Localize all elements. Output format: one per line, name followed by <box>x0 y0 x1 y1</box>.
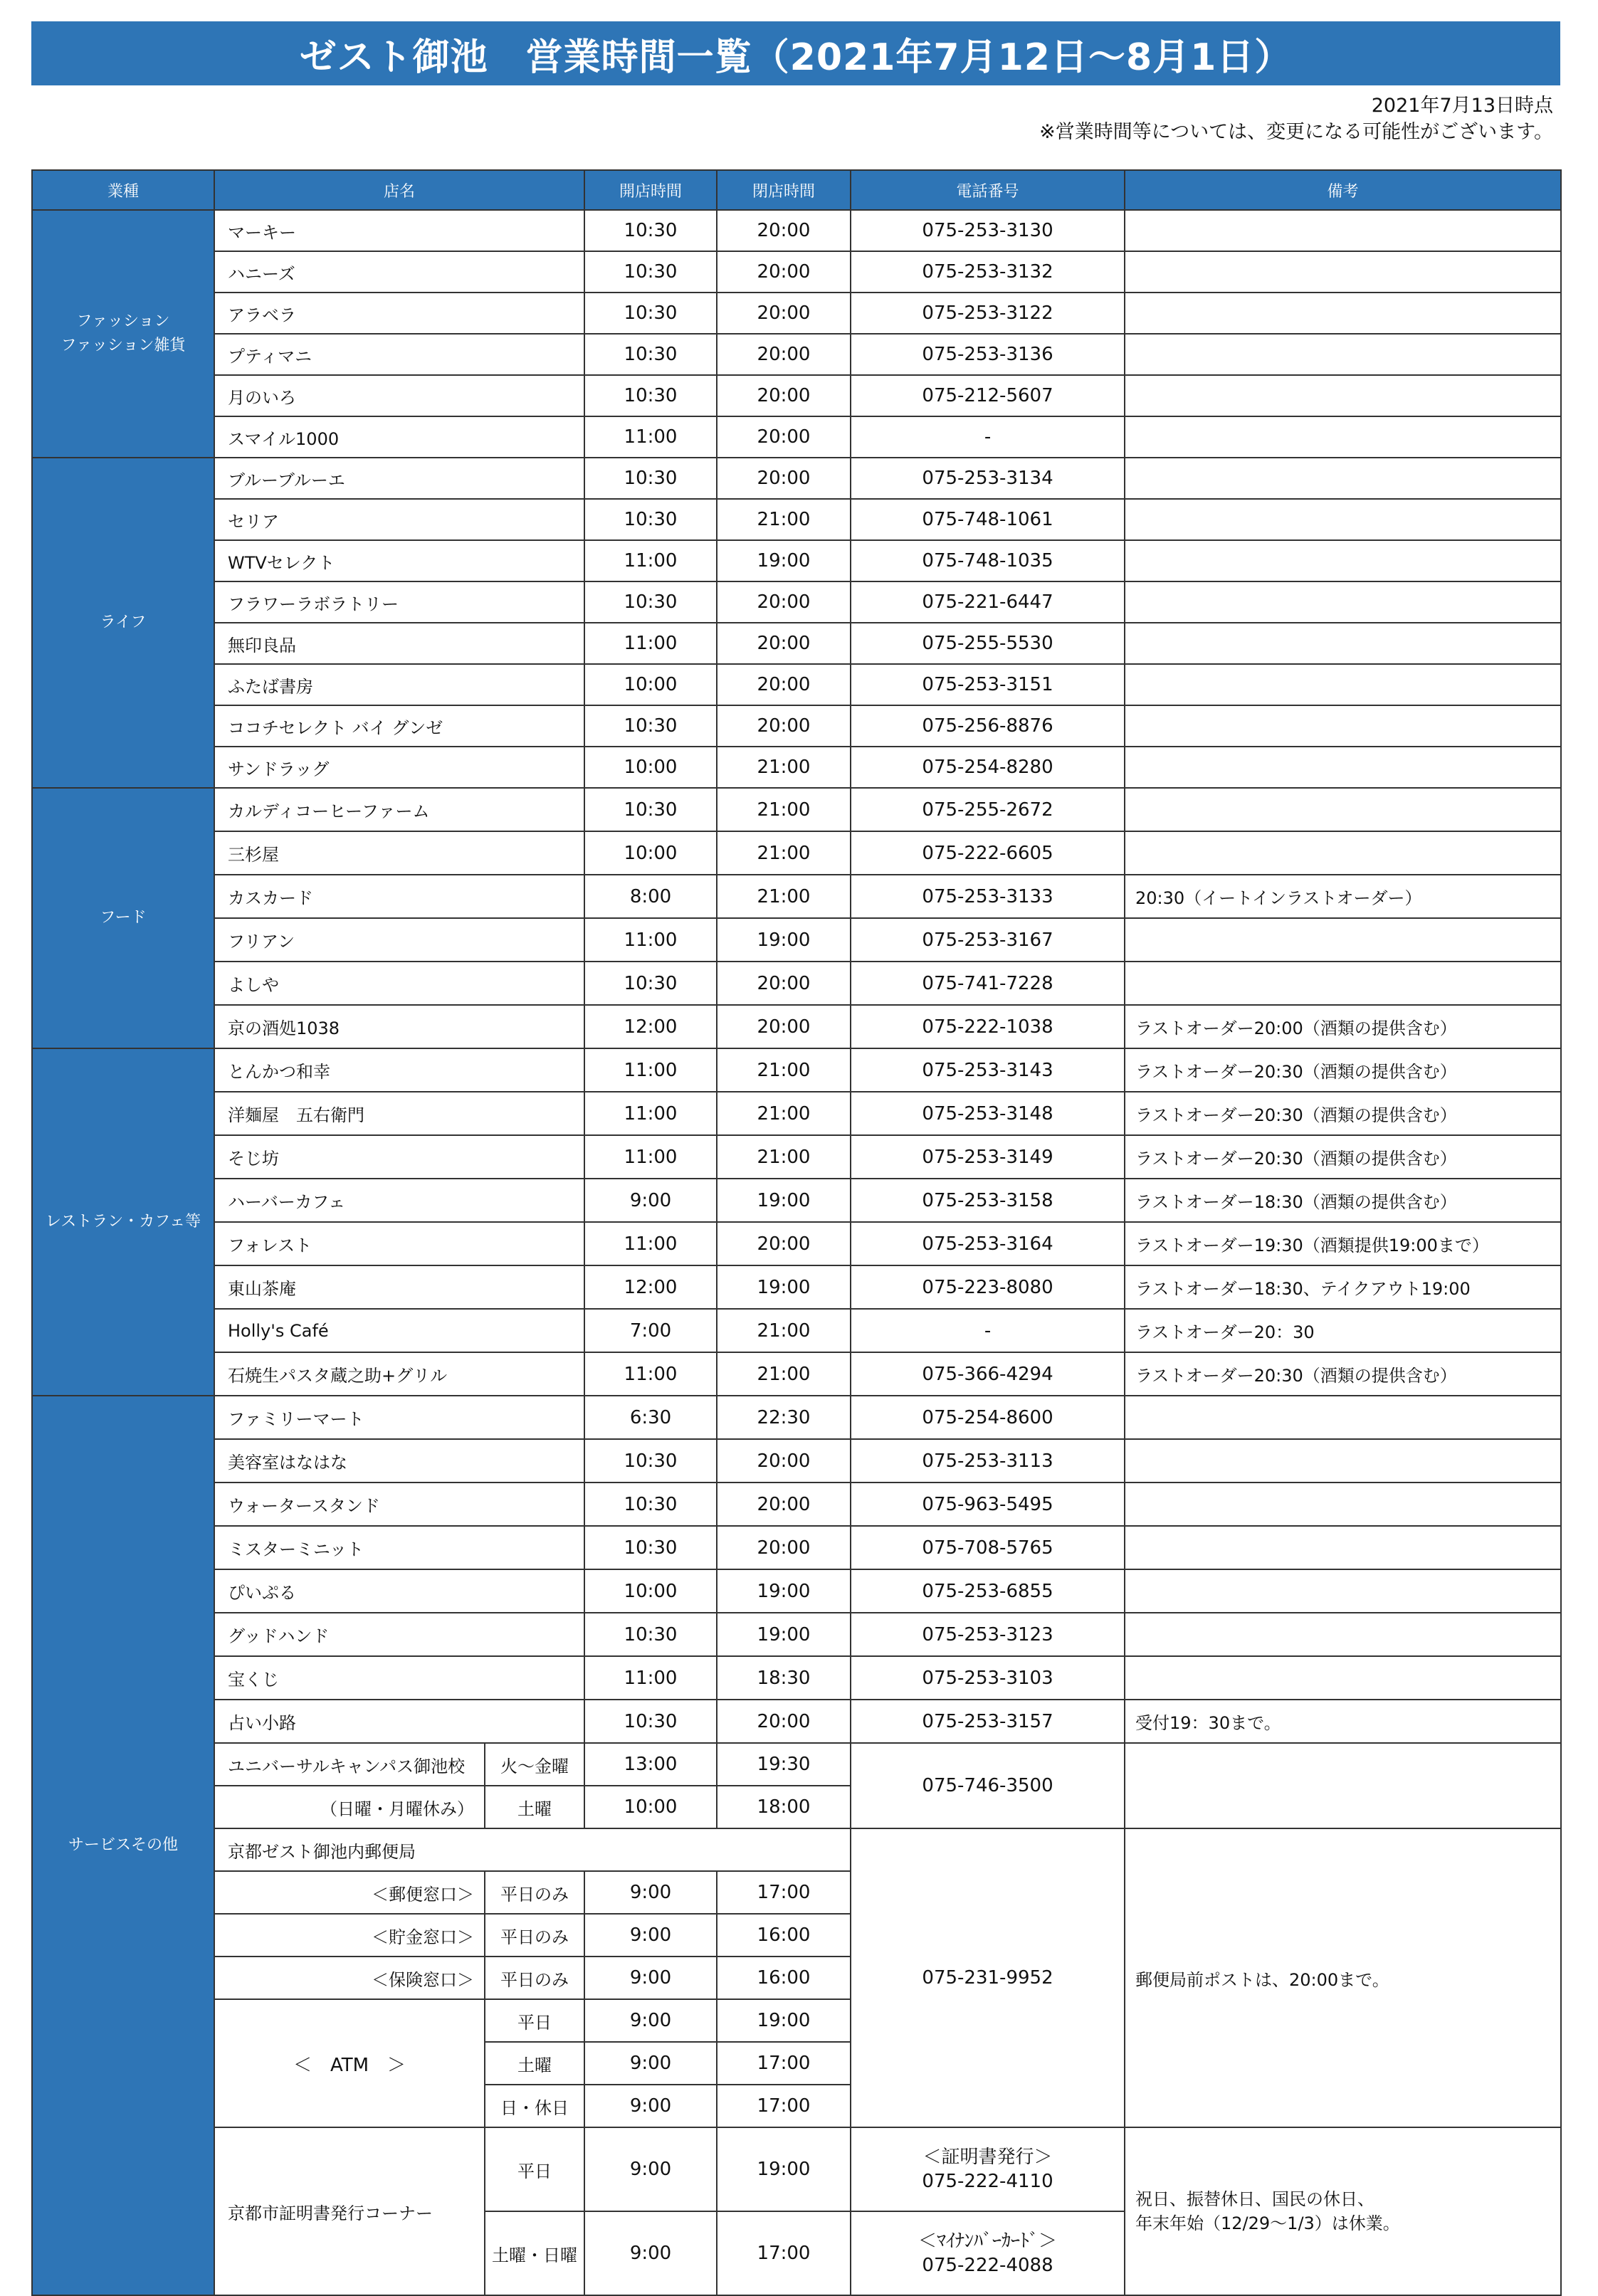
note-line: 年末年始（12/29～1/3）は休業。 <box>1135 2213 1400 2233</box>
close-time: 21:00 <box>717 1092 851 1135</box>
open-time: 10:00 <box>584 1786 717 1828</box>
table-row <box>32 375 1561 416</box>
store-name: WTVセレクト <box>214 540 584 581</box>
day-label: 平日 <box>485 2127 584 2211</box>
phone-number: 075-253-3122 <box>851 293 1125 334</box>
phone-number: 075-222-1038 <box>851 1005 1125 1048</box>
category-label: サービスその他 <box>68 1836 178 1854</box>
table-row <box>32 664 1561 705</box>
open-time: 10:30 <box>584 1700 717 1743</box>
table-row <box>32 1828 1561 1871</box>
open-time: 9:00 <box>584 1179 717 1222</box>
close-time: 19:30 <box>717 1743 851 1786</box>
table-row <box>32 540 1561 581</box>
phone-number: 075-212-5607 <box>851 375 1125 416</box>
open-time: 10:30 <box>584 458 717 499</box>
note-cell <box>1125 1439 1561 1483</box>
close-time: 21:00 <box>717 1135 851 1179</box>
note-cell <box>1125 1526 1561 1569</box>
close-time: 20:00 <box>717 705 851 747</box>
close-time: 19:00 <box>717 1569 851 1613</box>
table-row <box>32 1613 1561 1656</box>
note-cell <box>1125 581 1561 623</box>
table-row <box>32 1222 1561 1265</box>
open-time: 6:30 <box>584 1396 717 1439</box>
open-time: 7:00 <box>584 1309 717 1352</box>
close-time: 19:00 <box>717 540 851 581</box>
phone-number: 075-253-3134 <box>851 458 1125 499</box>
category-label: ファッション雑貨 <box>61 337 186 354</box>
store-name: フォレスト <box>214 1222 584 1265</box>
phone-number: - <box>851 1309 1125 1352</box>
store-subnote: （日曜・月曜休み） <box>214 1786 485 1828</box>
note-cell: ラストオーダー20:30（酒類の提供含む） <box>1125 1135 1561 1179</box>
close-time: 17:00 <box>717 2042 851 2085</box>
open-time: 9:00 <box>584 1957 717 1999</box>
note-cell <box>1125 375 1561 416</box>
note-cell <box>1125 918 1561 962</box>
close-time: 19:00 <box>717 1179 851 1222</box>
open-time: 10:30 <box>584 293 717 334</box>
open-time: 10:00 <box>584 747 717 788</box>
close-time: 16:00 <box>717 1914 851 1957</box>
phone-number: 075-253-3158 <box>851 1179 1125 1222</box>
store-name: 宝くじ <box>214 1656 584 1700</box>
close-time: 20:00 <box>717 293 851 334</box>
table-row <box>32 2127 1561 2211</box>
store-name: フラワーラボラトリー <box>214 581 584 623</box>
note-cell <box>1125 664 1561 705</box>
note-line: 祝日、振替休日、国民の休日、 <box>1135 2189 1375 2209</box>
phone-number <box>851 2211 1125 2295</box>
table-row <box>32 705 1561 747</box>
store-name: ぴいぷる <box>214 1569 584 1613</box>
note-cell: 20:30（イートインラストオーダー） <box>1125 875 1561 918</box>
phone-number: 075-748-1035 <box>851 540 1125 581</box>
header-category: 業種 <box>32 170 214 210</box>
table-row <box>32 210 1561 251</box>
day-label: 平日のみ <box>485 1914 584 1957</box>
table-row <box>32 962 1561 1005</box>
phone-number: 075-748-1061 <box>851 499 1125 540</box>
open-time: 10:00 <box>584 664 717 705</box>
category-cell <box>32 1396 214 2295</box>
close-time: 18:00 <box>717 1786 851 1828</box>
store-name: ミスターミニット <box>214 1526 584 1569</box>
phone-number: 075-741-7228 <box>851 962 1125 1005</box>
header-phone: 電話番号 <box>851 170 1125 210</box>
store-name: 京都ゼスト御池内郵便局 <box>214 1828 851 1871</box>
category-cell <box>32 788 214 1048</box>
open-time: 12:00 <box>584 1265 717 1309</box>
phone-number: 075-708-5765 <box>851 1526 1125 1569</box>
table-row <box>32 1048 1561 1092</box>
header-notes: 備考 <box>1125 170 1561 210</box>
store-name: ハーバーカフェ <box>214 1179 584 1222</box>
phone-number: 075-222-6605 <box>851 831 1125 875</box>
table-row <box>32 1309 1561 1352</box>
store-name: プティマニ <box>214 334 584 375</box>
note-cell: ラストオーダー18:30、テイクアウト19:00 <box>1125 1265 1561 1309</box>
store-name: よしや <box>214 962 584 1005</box>
store-name: 京の酒処1038 <box>214 1005 584 1048</box>
phone-number: 075-223-8080 <box>851 1265 1125 1309</box>
table-row <box>32 788 1561 831</box>
close-time: 18:30 <box>717 1656 851 1700</box>
phone-label: ＜証明書発行＞ <box>922 2147 1053 2168</box>
store-name: 占い小路 <box>214 1700 584 1743</box>
open-time: 9:00 <box>584 1914 717 1957</box>
close-time: 17:00 <box>717 1871 851 1914</box>
close-time: 21:00 <box>717 831 851 875</box>
store-name: ブルーブルーエ <box>214 458 584 499</box>
open-time: 11:00 <box>584 1222 717 1265</box>
table-row <box>32 1396 1561 1439</box>
phone-number: 075-253-3123 <box>851 1613 1125 1656</box>
open-time: 10:30 <box>584 375 717 416</box>
phone-number: 075-221-6447 <box>851 581 1125 623</box>
close-time: 16:00 <box>717 1957 851 1999</box>
window-label: ＜保険窓口＞ <box>214 1957 485 1999</box>
phone-number: - <box>851 416 1125 458</box>
note-cell <box>1125 1569 1561 1613</box>
store-name: 美容室はなはな <box>214 1439 584 1483</box>
table-row <box>32 1700 1561 1743</box>
day-label: 平日のみ <box>485 1871 584 1914</box>
note-cell <box>1125 458 1561 499</box>
phone-number: 075-253-3132 <box>851 251 1125 293</box>
note-cell <box>1125 1743 1561 1828</box>
open-time: 10:30 <box>584 1526 717 1569</box>
phone-number: 075-231-9952 <box>851 1828 1125 2127</box>
store-name: セリア <box>214 499 584 540</box>
note-cell: ラストオーダー20:00（酒類の提供含む） <box>1125 1005 1561 1048</box>
phone-value: 075-222-4088 <box>922 2255 1053 2276</box>
close-time: 20:00 <box>717 416 851 458</box>
close-time: 20:00 <box>717 1222 851 1265</box>
table-row <box>32 1005 1561 1048</box>
open-time: 11:00 <box>584 1352 717 1396</box>
close-time: 19:00 <box>717 918 851 962</box>
close-time: 21:00 <box>717 1048 851 1092</box>
table-row <box>32 458 1561 499</box>
close-time: 21:00 <box>717 1309 851 1352</box>
note-cell <box>1125 210 1561 251</box>
note-cell: ラストオーダー20:30（酒類の提供含む） <box>1125 1048 1561 1092</box>
store-name: ふたば書房 <box>214 664 584 705</box>
open-time: 9:00 <box>584 2127 717 2211</box>
store-name: スマイル1000 <box>214 416 584 458</box>
table-row <box>32 1135 1561 1179</box>
close-time: 21:00 <box>717 747 851 788</box>
open-time: 11:00 <box>584 1656 717 1700</box>
table-row <box>32 581 1561 623</box>
phone-number: 075-746-3500 <box>851 1743 1125 1828</box>
close-time: 19:00 <box>717 2127 851 2211</box>
phone-number: 075-253-3148 <box>851 1092 1125 1135</box>
phone-label: ＜ﾏｲﾅﾝﾊﾞｰｶｰﾄﾞ＞ <box>918 2231 1058 2252</box>
table-row <box>32 831 1561 875</box>
phone-number: 075-253-3103 <box>851 1656 1125 1700</box>
note-cell <box>1125 540 1561 581</box>
open-time: 11:00 <box>584 1092 717 1135</box>
phone-number: 075-253-3164 <box>851 1222 1125 1265</box>
close-time: 20:00 <box>717 458 851 499</box>
store-name: 月のいろ <box>214 375 584 416</box>
store-name: サンドラッグ <box>214 747 584 788</box>
table-row <box>32 1526 1561 1569</box>
table-row <box>32 1743 1561 1786</box>
open-time: 10:30 <box>584 1613 717 1656</box>
table-row <box>32 875 1561 918</box>
as-of-date: 2021年7月13日時点 <box>1371 95 1553 117</box>
day-label: 平日のみ <box>485 1957 584 1999</box>
note-cell <box>1125 251 1561 293</box>
store-name: グッドハンド <box>214 1613 584 1656</box>
day-label: 土曜 <box>485 2042 584 2085</box>
category-cell <box>32 1048 214 1396</box>
phone-number: 075-254-8600 <box>851 1396 1125 1439</box>
phone-number: 075-254-8280 <box>851 747 1125 788</box>
open-time: 10:30 <box>584 1483 717 1526</box>
close-time: 19:00 <box>717 1265 851 1309</box>
table-row <box>32 1439 1561 1483</box>
change-notice: ※営業時間等については、変更になる可能性がございます。 <box>1039 121 1553 143</box>
phone-number: 075-253-3149 <box>851 1135 1125 1179</box>
note-cell: ラストオーダー19:30（酒類提供19:00まで） <box>1125 1222 1561 1265</box>
store-name: 東山茶庵 <box>214 1265 584 1309</box>
category-label: レストラン・カフェ等 <box>45 1213 201 1231</box>
open-time: 10:30 <box>584 705 717 747</box>
table-row <box>32 1483 1561 1526</box>
table-row <box>32 1352 1561 1396</box>
category-label: フード <box>100 909 147 927</box>
note-cell <box>1125 705 1561 747</box>
open-time: 9:00 <box>584 1999 717 2042</box>
close-time: 20:00 <box>717 1700 851 1743</box>
table-row <box>32 499 1561 540</box>
day-label: 日・休日 <box>485 2085 584 2127</box>
note-cell <box>1125 2127 1561 2295</box>
phone-number <box>851 2127 1125 2211</box>
note-cell <box>1125 1483 1561 1526</box>
open-time: 9:00 <box>584 2085 717 2127</box>
phone-number: 075-253-3167 <box>851 918 1125 962</box>
note-cell <box>1125 293 1561 334</box>
open-time: 10:00 <box>584 831 717 875</box>
store-name: カルディコーヒーファーム <box>214 788 584 831</box>
table-row <box>32 251 1561 293</box>
note-cell <box>1125 334 1561 375</box>
note-cell <box>1125 831 1561 875</box>
day-label: 土曜 <box>485 1786 584 1828</box>
store-name: カスカード <box>214 875 584 918</box>
close-time: 21:00 <box>717 788 851 831</box>
phone-number: 075-255-5530 <box>851 623 1125 664</box>
phone-number: 075-253-3157 <box>851 1700 1125 1743</box>
close-time: 20:00 <box>717 334 851 375</box>
store-name: ユニバーサルキャンパス御池校 <box>214 1743 485 1786</box>
store-name: マーキー <box>214 210 584 251</box>
category-cell <box>32 458 214 788</box>
table-row <box>32 1265 1561 1309</box>
day-label: 平日 <box>485 1999 584 2042</box>
open-time: 11:00 <box>584 416 717 458</box>
table-body <box>32 210 1561 2295</box>
note-cell: 郵便局前ポストは、20:00まで。 <box>1125 1828 1561 2127</box>
phone-number: 075-256-8876 <box>851 705 1125 747</box>
store-name: そじ坊 <box>214 1135 584 1179</box>
close-time: 21:00 <box>717 1352 851 1396</box>
page-title: ゼスト御池 営業時間一覧（2021年7月12日～8月1日） <box>31 21 1560 85</box>
close-time: 20:00 <box>717 375 851 416</box>
open-time: 11:00 <box>584 1135 717 1179</box>
header-open: 開店時間 <box>584 170 717 210</box>
table-row <box>32 334 1561 375</box>
table-row <box>32 1179 1561 1222</box>
store-name: 無印良品 <box>214 623 584 664</box>
hours-table <box>31 169 1562 2296</box>
category-label: ファッション <box>76 312 170 330</box>
close-time: 20:00 <box>717 581 851 623</box>
store-name: とんかつ和幸 <box>214 1048 584 1092</box>
open-time: 9:00 <box>584 2211 717 2295</box>
header-store: 店名 <box>214 170 584 210</box>
table-row <box>32 623 1561 664</box>
open-time: 11:00 <box>584 540 717 581</box>
open-time: 10:30 <box>584 210 717 251</box>
phone-number: 075-253-3143 <box>851 1048 1125 1092</box>
phone-value: 075-222-4110 <box>922 2171 1053 2192</box>
phone-number: 075-253-3130 <box>851 210 1125 251</box>
close-time: 21:00 <box>717 875 851 918</box>
note-cell: ラストオーダー20:30（酒類の提供含む） <box>1125 1352 1561 1396</box>
store-name: Holly's Café <box>214 1309 584 1352</box>
day-label: 土曜・日曜 <box>485 2211 584 2295</box>
table-row <box>32 416 1561 458</box>
open-time: 8:00 <box>584 875 717 918</box>
close-time: 20:00 <box>717 210 851 251</box>
open-time: 12:00 <box>584 1005 717 1048</box>
note-cell <box>1125 788 1561 831</box>
close-time: 19:00 <box>717 1613 851 1656</box>
table-row <box>32 293 1561 334</box>
open-time: 10:30 <box>584 334 717 375</box>
close-time: 21:00 <box>717 499 851 540</box>
open-time: 9:00 <box>584 2042 717 2085</box>
open-time: 10:30 <box>584 788 717 831</box>
open-time: 11:00 <box>584 918 717 962</box>
table-row <box>32 1656 1561 1700</box>
table-row <box>32 918 1561 962</box>
open-time: 13:00 <box>584 1743 717 1786</box>
table-row <box>32 1092 1561 1135</box>
note-cell <box>1125 747 1561 788</box>
close-time: 20:00 <box>717 1483 851 1526</box>
phone-number: 075-253-3113 <box>851 1439 1125 1483</box>
note-cell <box>1125 416 1561 458</box>
open-time: 10:30 <box>584 962 717 1005</box>
open-time: 10:30 <box>584 1439 717 1483</box>
header-close: 閉店時間 <box>717 170 851 210</box>
close-time: 20:00 <box>717 1439 851 1483</box>
window-label: ＜郵便窓口＞ <box>214 1871 485 1914</box>
open-time: 10:00 <box>584 1569 717 1613</box>
store-name: 石焼生パスタ蔵之助+グリル <box>214 1352 584 1396</box>
store-name: 三杉屋 <box>214 831 584 875</box>
note-cell <box>1125 962 1561 1005</box>
day-label: 火～金曜 <box>485 1743 584 1786</box>
close-time: 19:00 <box>717 1999 851 2042</box>
close-time: 20:00 <box>717 664 851 705</box>
store-name: ウォータースタンド <box>214 1483 584 1526</box>
close-time: 20:00 <box>717 623 851 664</box>
note-cell <box>1125 1656 1561 1700</box>
phone-number: 075-253-3133 <box>851 875 1125 918</box>
close-time: 20:00 <box>717 1005 851 1048</box>
note-cell: ラストオーダー18:30（酒類の提供含む） <box>1125 1179 1561 1222</box>
open-time: 10:30 <box>584 581 717 623</box>
category-label: ライフ <box>100 614 147 631</box>
phone-number: 075-253-3136 <box>851 334 1125 375</box>
store-name: ハニーズ <box>214 251 584 293</box>
note-cell <box>1125 1396 1561 1439</box>
phone-number: 075-253-3151 <box>851 664 1125 705</box>
store-name: 京都市証明書発行コーナー <box>214 2127 485 2295</box>
open-time: 10:30 <box>584 499 717 540</box>
note-cell: ラストオーダー20:30（酒類の提供含む） <box>1125 1092 1561 1135</box>
phone-number: 075-255-2672 <box>851 788 1125 831</box>
close-time: 20:00 <box>717 962 851 1005</box>
phone-number: 075-366-4294 <box>851 1352 1125 1396</box>
open-time: 9:00 <box>584 1871 717 1914</box>
table-row <box>32 747 1561 788</box>
category-cell <box>32 210 214 458</box>
close-time: 22:30 <box>717 1396 851 1439</box>
note-cell <box>1125 623 1561 664</box>
close-time: 20:00 <box>717 251 851 293</box>
open-time: 10:30 <box>584 251 717 293</box>
close-time: 17:00 <box>717 2211 851 2295</box>
atm-label: ＜ ATM ＞ <box>214 1999 485 2127</box>
phone-number: 075-963-5495 <box>851 1483 1125 1526</box>
note-cell <box>1125 1613 1561 1656</box>
store-name: 洋麺屋 五右衛門 <box>214 1092 584 1135</box>
as-of-block <box>1039 93 1553 145</box>
header-row <box>32 170 1561 210</box>
store-name: ファミリーマート <box>214 1396 584 1439</box>
note-cell <box>1125 499 1561 540</box>
open-time: 11:00 <box>584 623 717 664</box>
close-time: 20:00 <box>717 1526 851 1569</box>
close-time: 17:00 <box>717 2085 851 2127</box>
store-name: ココチセレクト バイ グンゼ <box>214 705 584 747</box>
store-name: アラベラ <box>214 293 584 334</box>
table-row <box>32 1569 1561 1613</box>
note-cell: 受付19：30まで。 <box>1125 1700 1561 1743</box>
window-label: ＜貯金窓口＞ <box>214 1914 485 1957</box>
open-time: 11:00 <box>584 1048 717 1092</box>
store-name: フリアン <box>214 918 584 962</box>
phone-number: 075-253-6855 <box>851 1569 1125 1613</box>
note-cell: ラストオーダー20：30 <box>1125 1309 1561 1352</box>
